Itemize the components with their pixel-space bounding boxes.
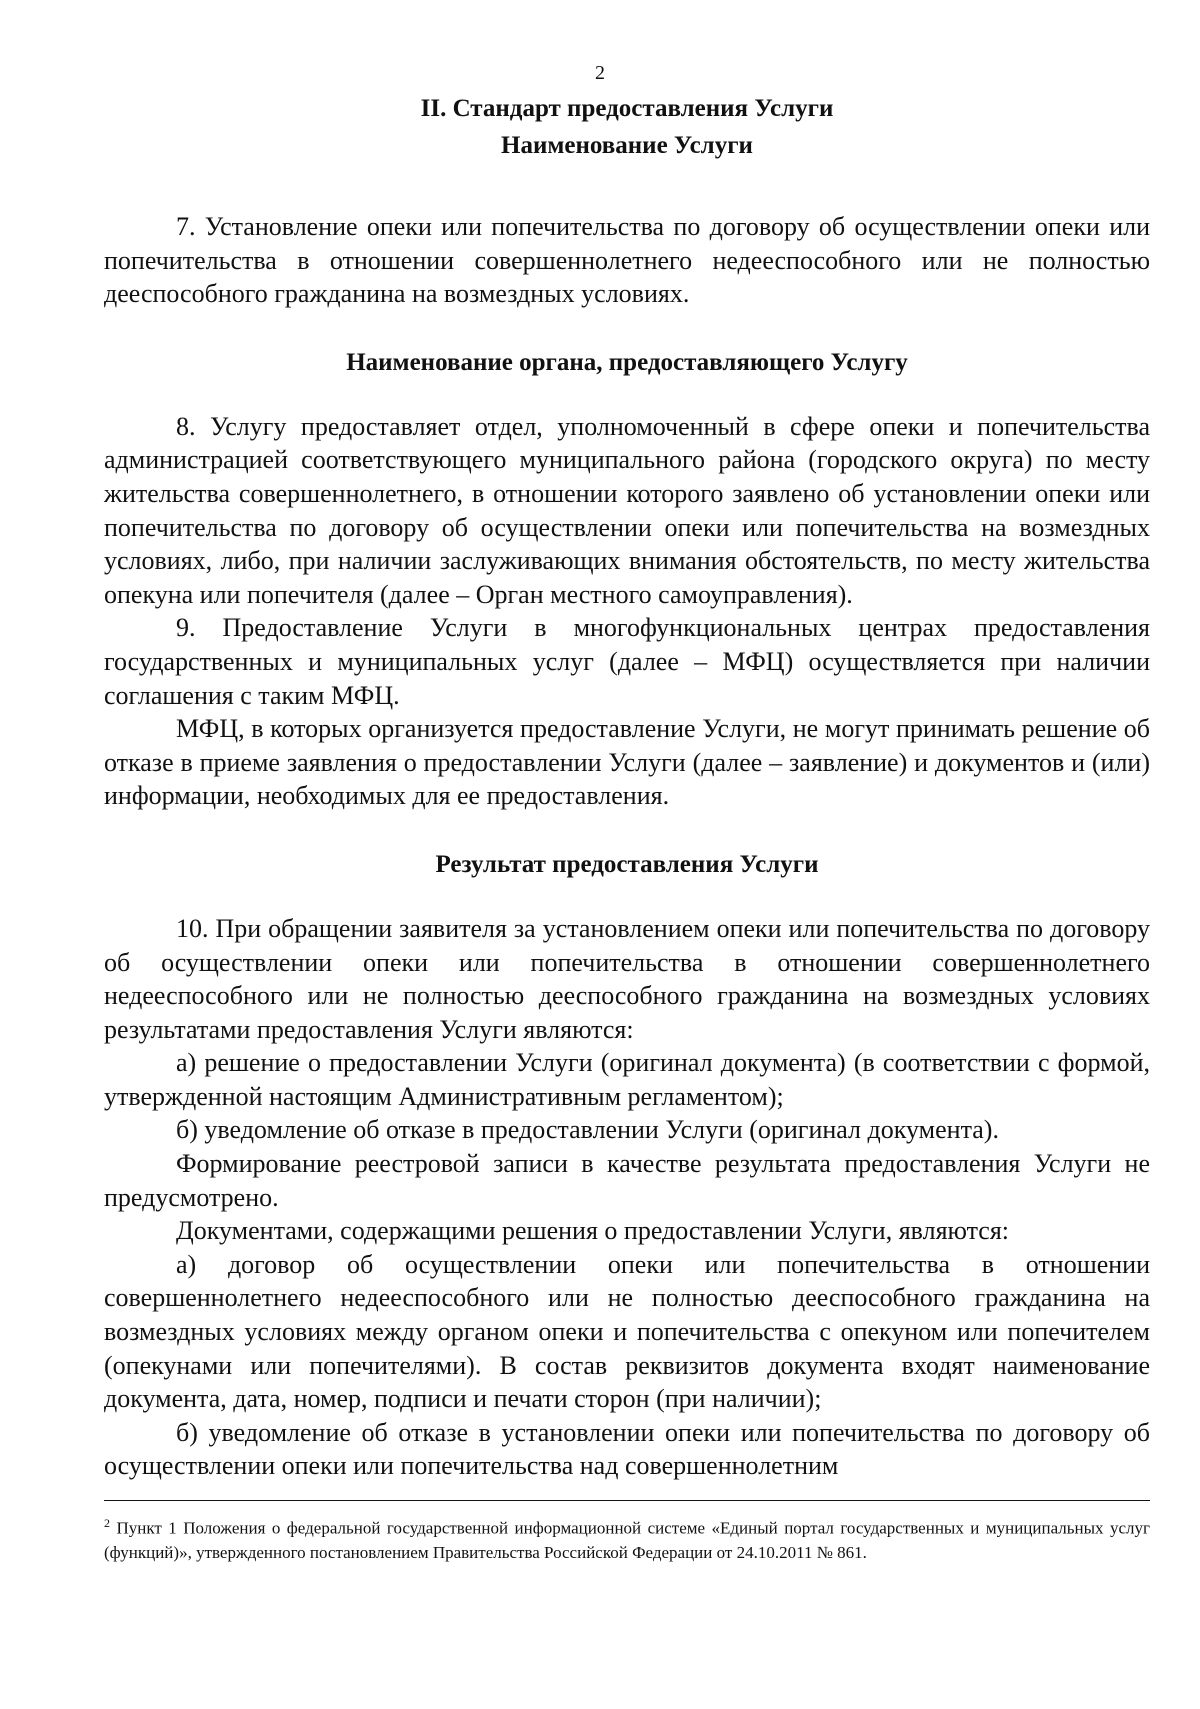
paragraph: Формирование реестровой записи в качестве результата предоставления Услуги не предусмотрено. [104,1149,1150,1212]
section-heading: Результат предоставления Услуги [435,850,819,878]
footnote-marker: 2 [104,1516,110,1530]
footnote-area [104,1500,1150,1565]
footnote-divider [104,1500,1150,1501]
document-body [104,90,1150,1483]
page-number: 2 [595,62,605,84]
document-title-line1: II. Стандарт предоставления Услуги [420,95,834,122]
paragraph: Документами, содержащими решения о предоставлении Услуги, являются: [176,1216,1010,1246]
footnote [104,1511,1150,1565]
paragraph: б) уведомление об отказе в предоставлении Услуги (оригинал документа). [176,1115,999,1145]
paragraph: б) уведомление об отказе в установлении опеки или попечительства по договору об осуществлении опеки или попечительства над совершеннолетним [104,1417,1150,1481]
paragraph: а) решение о предоставлении Услуги (оригинал документа) (в соответствии с формой, утвержденной настоящим Административным регламентом); [104,1048,1150,1111]
document-title-line2: Наименование Услуги [501,132,753,159]
footnote-text: Пункт 1 Положения о федеральной государственной информационной системе «Единый портал государственных и муниципальных услуг (функций)», утвержденного постановлением Правительства Российской Федерации от 24.10.2011 № 861. [104,1518,1150,1562]
paragraph: 10. При обращении заявителя за установлением опеки или попечительства по договору об осуществлении опеки или попечительства в отношении совершеннолетнего недееспособного или не полностью дееспособного гражданина на возмездных условиях результатами предоставления Услуги являются: [104,913,1150,1044]
paragraph: 8. Услугу предоставляет отдел, уполномоченный в сфере опеки и попечительства администрацией соответствующего муниципального района (городского округа) по месту жительства совершеннолетнего, в отношении которого заявлено об установлении опеки или попечительства по договору об осуществлении опеки или попечительства на возмездных условиях, либо, при наличии заслуживающих внимания обстоятельств, по месту жительства опекуна или попечителя (далее – Орган местного самоуправления). [104,411,1150,609]
paragraph: 7. Установление опеки или попечительства по договору об осуществлении опеки или попечительства в отношении совершеннолетнего недееспособного или не полностью дееспособного гражданина на возмездных условиях. [104,212,1150,309]
paragraph: МФЦ, в которых организуется предоставление Услуги, не могут принимать решение об отказе в приеме заявления о предоставлении Услуги (далее – заявление) и документов и (или) информации, необходимых для ее предоставления. [104,714,1150,811]
paragraph: а) договор об осуществлении опеки или попечительства в отношении совершеннолетнего недееспособного или не полностью дееспособного гражданина на возмездных условиях между органом опеки и попечительства с опекуном или попечителем (опекунами или попечителями). В состав реквизитов документа входят наименование документа, дата, номер, подписи и печати сторон (при наличии); [104,1249,1150,1414]
section-heading: Наименование органа, предоставляющего Услугу [346,348,908,376]
paragraph: 9. Предоставление Услуги в многофункциональных центрах предоставления государственных и муниципальных услуг (далее – МФЦ) осуществляется при наличии соглашения с таким МФЦ. [104,613,1150,710]
